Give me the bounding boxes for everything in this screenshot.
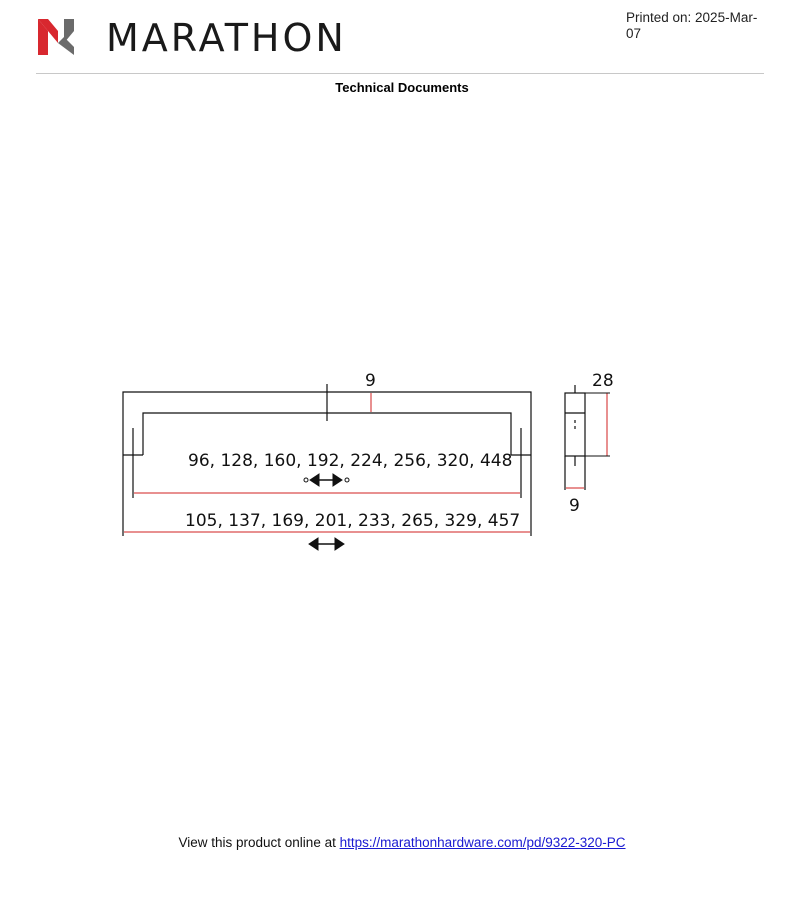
handle-side-view [565, 385, 585, 490]
side-width-label: 9 [569, 496, 580, 516]
overall-length-label: 105, 137, 169, 201, 233, 265, 329, 457 [185, 511, 521, 531]
footer-prefix: View this product online at [178, 835, 336, 850]
side-height-dimension [585, 393, 610, 456]
printed-date: Printed on: 2025-Mar-07 [626, 10, 758, 41]
side-height-label: 28 [592, 371, 614, 391]
section-title: Technical Documents [335, 80, 469, 95]
overall-length-arrows-icon [309, 538, 344, 550]
hole-spacing-arrows-icon [304, 474, 349, 486]
top-gap-label: 9 [365, 371, 376, 391]
hole-spacing-label: 96, 128, 160, 192, 224, 256, 320, 448 [188, 451, 513, 471]
product-link[interactable]: https://marathonhardware.com/pd/9322-320-PC [339, 835, 626, 850]
brand-wordmark: MARATHON [106, 16, 347, 60]
footer [0, 835, 804, 850]
